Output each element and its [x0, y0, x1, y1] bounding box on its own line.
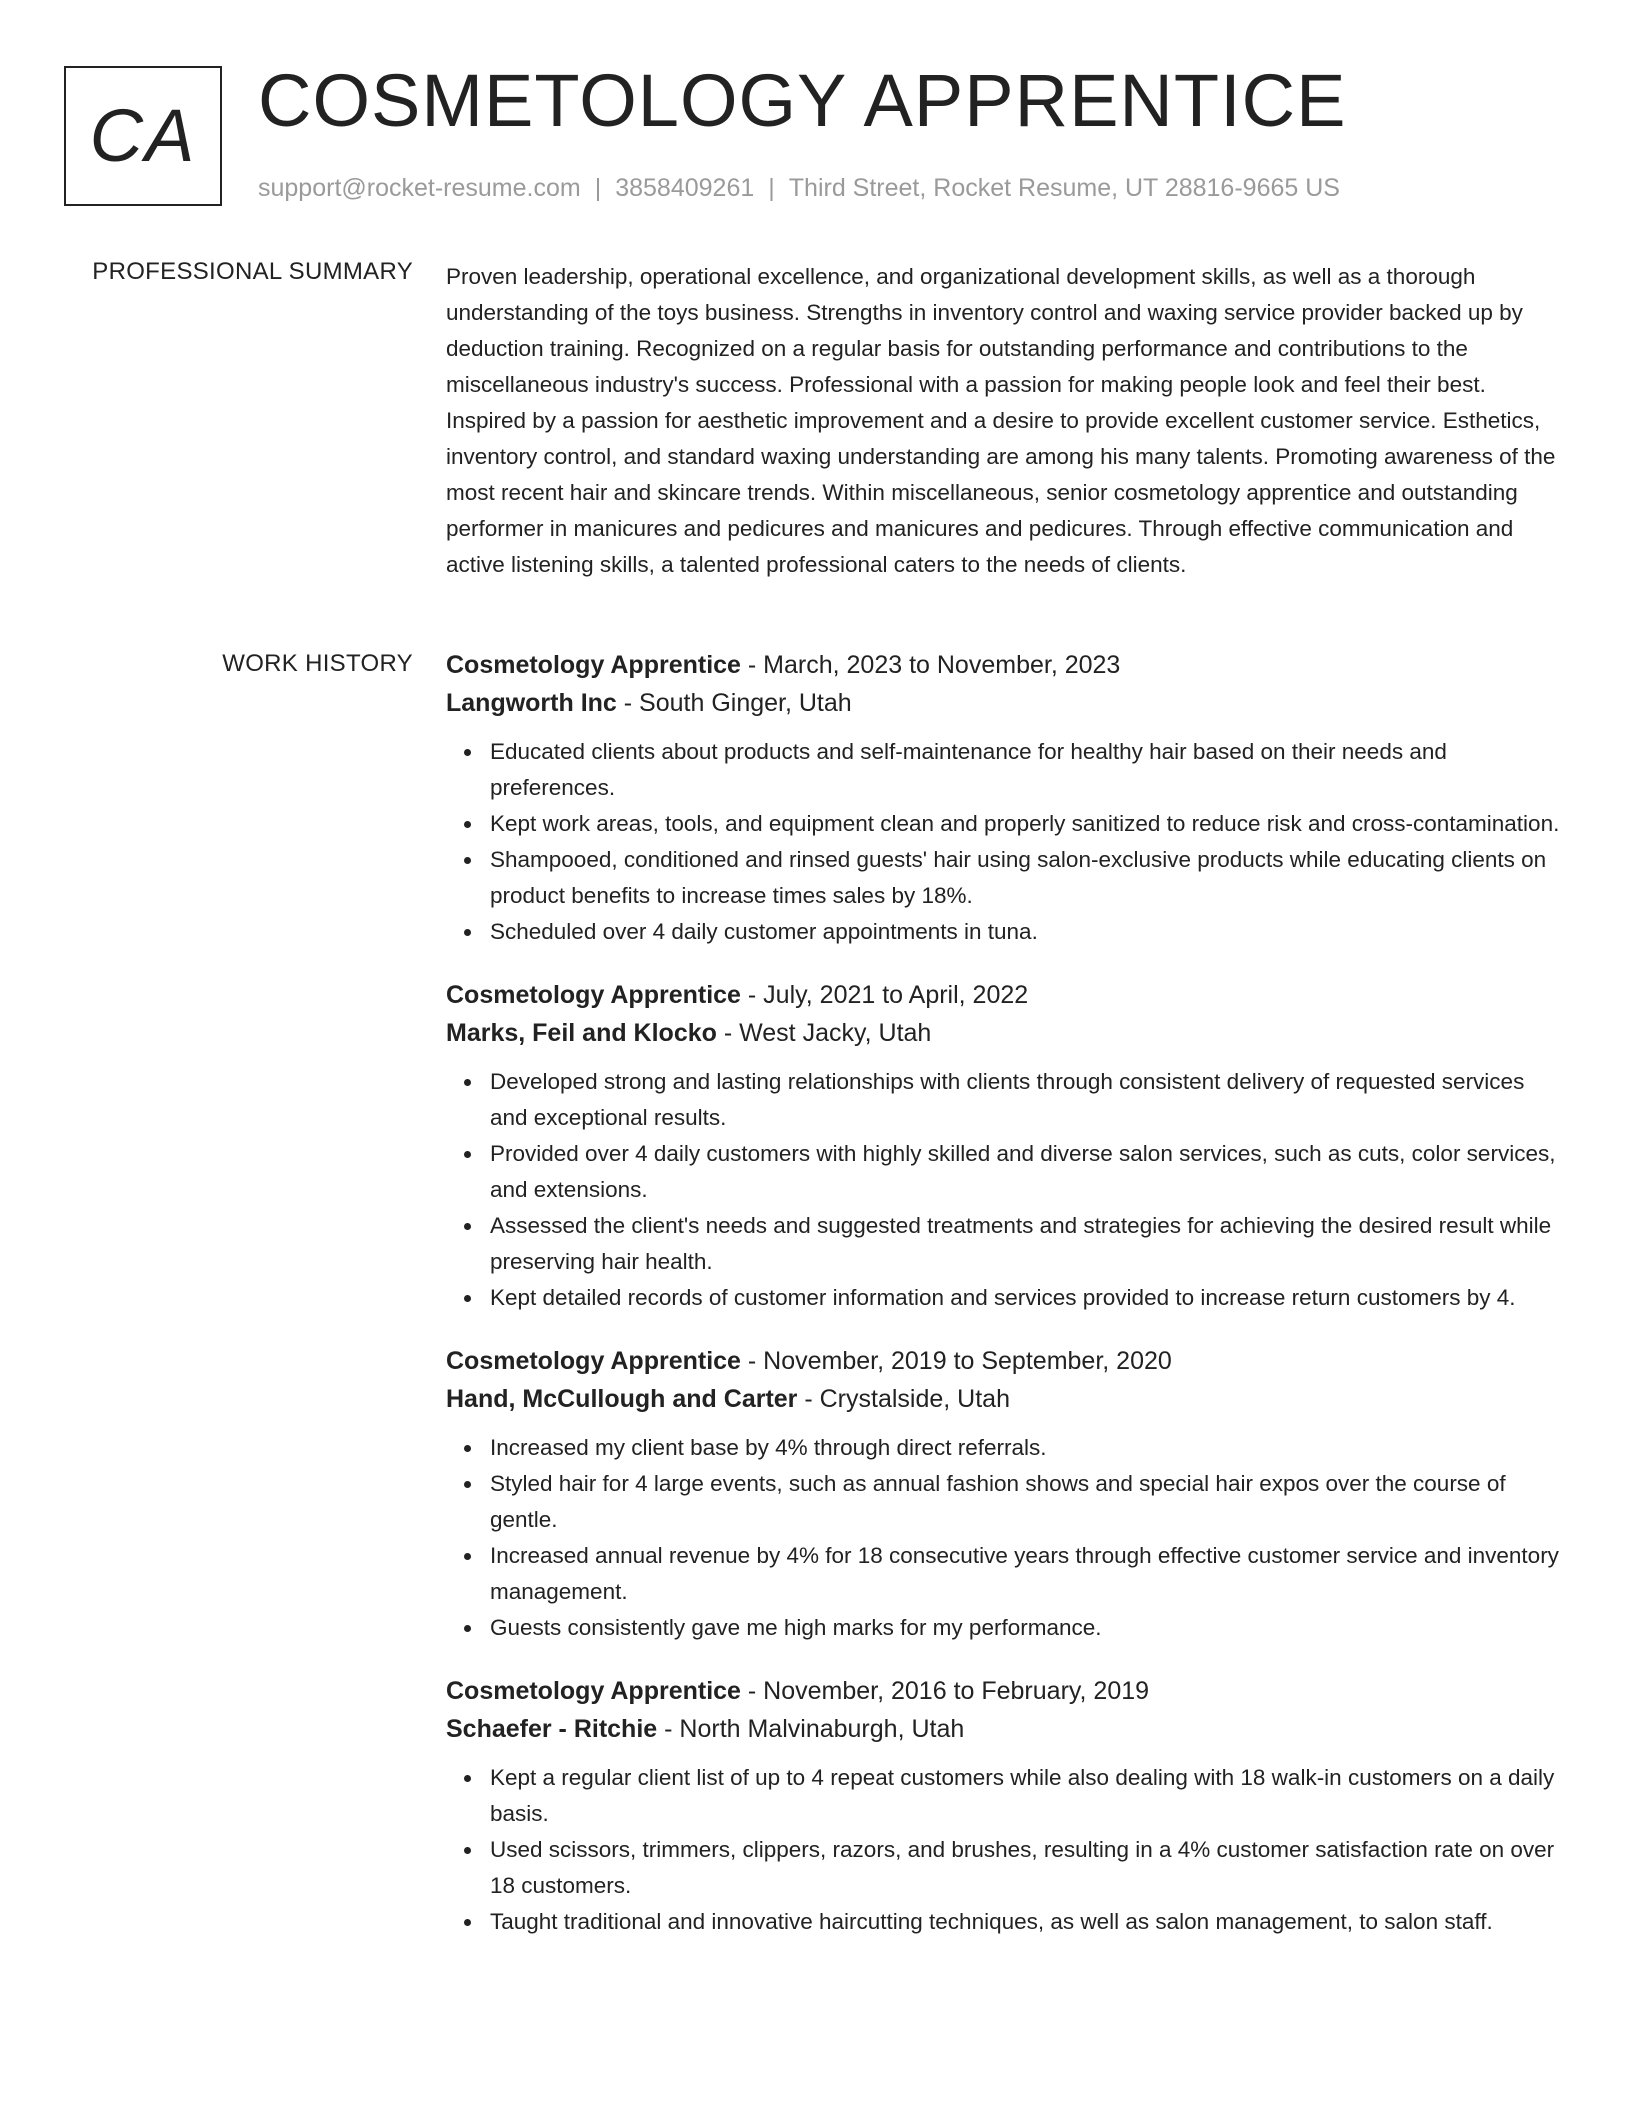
job-company: Langworth Inc: [446, 689, 617, 717]
job-bullet: Increased my client base by 4% through direct referrals.: [490, 1430, 1566, 1466]
job-bullet: Scheduled over 4 daily customer appointments in tuna.: [490, 914, 1566, 950]
job-role: Cosmetology Apprentice: [446, 1347, 741, 1375]
job-bullet: Shampooed, conditioned and rinsed guests' hair using salon-exclusive products while educating clients on product benefits to increase times sales by 18%.: [490, 842, 1566, 914]
job-role: Cosmetology Apprentice: [446, 981, 741, 1009]
job-company-line: [446, 1014, 1566, 1052]
job-bullet: Developed strong and lasting relationships with clients through consistent delivery of requested services and exceptional results.: [490, 1064, 1566, 1136]
job-bullet: Provided over 4 daily customers with highly skilled and diverse salon services, such as cuts, color services, and extensions.: [490, 1136, 1566, 1208]
summary-text: Proven leadership, operational excellence, and organizational development skills, as well as a thorough understanding of the toys business. Strengths in inventory control and waxing service provider backed up by deduction training. Recognized on a regular basis for outstanding performance and contributions to the miscellaneous industry's success. Professional with a passion for making people look and feel their best. Inspired by a passion for aesthetic improvement and a desire to provide excellent customer service. Esthetics, inventory control, and standard waxing understanding are among his many talents. Promoting awareness of the most recent hair and skincare trends. Within miscellaneous, senior cosmetology apprentice and outstanding performer in manicures and pedicures and manicures and pedicures. Through effective communication and active listening skills, a talented professional caters to the needs of clients.: [446, 264, 1556, 577]
job-role-line: [446, 646, 1566, 684]
job-role: Cosmetology Apprentice: [446, 651, 741, 679]
job-bullet-list: [446, 1430, 1566, 1646]
job-company-line: [446, 1710, 1566, 1748]
job-company-line: [446, 684, 1566, 722]
contact-address: Third Street, Rocket Resume, UT 28816-9665 US: [788, 174, 1340, 202]
job-role-line: [446, 976, 1566, 1014]
job-bullet: Kept detailed records of customer information and services provided to increase return customers by 4.: [490, 1280, 1566, 1316]
job-location: - Crystalside, Utah: [797, 1385, 1010, 1413]
job-bullet: Used scissors, trimmers, clippers, razors, and brushes, resulting in a 4% customer satisfaction rate on over 18 customers.: [490, 1832, 1566, 1904]
job-location: - South Ginger, Utah: [616, 689, 852, 717]
job-location: - North Malvinaburgh, Utah: [657, 1715, 965, 1743]
job-dates: - July, 2021 to April, 2022: [740, 981, 1029, 1009]
job-bullet: Styled hair for 4 large events, such as annual fashion shows and special hair expos over the course of gentle.: [490, 1466, 1566, 1538]
job-dates: - March, 2023 to November, 2023: [740, 651, 1121, 679]
job-role-line: [446, 1342, 1566, 1380]
job-entry: [446, 1342, 1566, 1646]
job-company-line: [446, 1380, 1566, 1418]
job-role-line: [446, 1672, 1566, 1710]
job-bullet: Kept work areas, tools, and equipment clean and properly sanitized to reduce risk and cross-contamination.: [490, 806, 1566, 842]
job-company: Schaefer - Ritchie: [446, 1715, 658, 1743]
job-bullet: Guests consistently gave me high marks for my performance.: [490, 1610, 1566, 1646]
contact-phone[interactable]: 3858409261: [615, 174, 755, 202]
job-company: Marks, Feil and Klocko: [446, 1019, 717, 1047]
contact-separator: |: [594, 174, 602, 202]
job-entry: [446, 1672, 1566, 1940]
job-role: Cosmetology Apprentice: [446, 1677, 741, 1705]
summary-body: [446, 259, 1566, 583]
job-entry: [446, 646, 1566, 950]
job-bullet-list: [446, 1760, 1566, 1940]
job-bullet: Educated clients about products and self-maintenance for healthy hair based on their needs and preferences.: [490, 734, 1566, 806]
job-dates: - November, 2019 to September, 2020: [740, 1347, 1172, 1375]
job-bullet-list: [446, 1064, 1566, 1316]
contact-email[interactable]: support@rocket-resume.com: [258, 174, 581, 202]
job-company: Hand, McCullough and Carter: [446, 1385, 798, 1413]
job-bullet: Increased annual revenue by 4% for 18 consecutive years through effective customer service and inventory management.: [490, 1538, 1566, 1610]
contact-line: [258, 174, 1340, 203]
job-location: - West Jacky, Utah: [716, 1019, 932, 1047]
section-label-work-history: WORK HISTORY: [222, 650, 413, 677]
section-label-summary: PROFESSIONAL SUMMARY: [92, 258, 413, 285]
job-title-heading: COSMETOLOGY APPRENTICE: [258, 59, 1347, 142]
job-bullet: Kept a regular client list of up to 4 repeat customers while also dealing with 18 walk-in customers on a daily basis.: [490, 1760, 1566, 1832]
job-bullet-list: [446, 734, 1566, 950]
contact-separator: |: [768, 174, 775, 202]
job-bullet: Assessed the client's needs and suggested treatments and strategies for achieving the desired result while preserving hair health.: [490, 1208, 1566, 1280]
job-entry: [446, 976, 1566, 1316]
monogram-initials: CA: [89, 94, 197, 177]
monogram-box: [64, 66, 222, 206]
job-bullet: Taught traditional and innovative haircutting techniques, as well as salon management, to salon staff.: [490, 1904, 1566, 1940]
work-history-body: [446, 646, 1566, 1966]
job-dates: - November, 2016 to February, 2019: [740, 1677, 1150, 1705]
